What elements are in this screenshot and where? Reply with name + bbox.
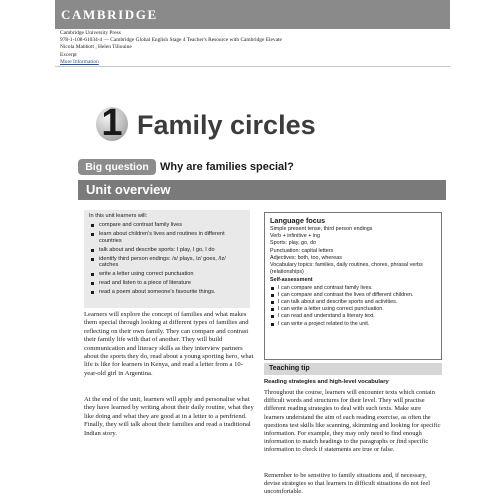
list-item: identify third person endings: /s/ plays, /z/ goes, /Iz/ catches bbox=[89, 256, 245, 270]
language-focus-line: Sports: play, go, do bbox=[270, 240, 317, 247]
list-item: I can talk about and describe sports and activities. bbox=[270, 299, 436, 306]
list-item: I can write a letter using correct punctuation. bbox=[270, 306, 436, 313]
big-question-label: Big question bbox=[78, 159, 156, 175]
unit-overview-title: Unit overview bbox=[86, 182, 171, 197]
list-item: write a letter using correct punctuation bbox=[89, 271, 245, 278]
list-item: talk about and describe sports: I play, I go, I do bbox=[89, 247, 245, 254]
learners-intro: In this unit learners will: bbox=[89, 213, 148, 219]
teaching-tip-title: Teaching tip bbox=[269, 365, 310, 372]
objectives-list bbox=[89, 222, 245, 296]
list-item: learn about children's lives and routines in different countries bbox=[89, 231, 245, 245]
publisher-line: 978-1-108-61034-4 — Cambridge Global English Stage 4 Teacher's Resource with Cambridge Elevate bbox=[60, 37, 282, 44]
list-item: I can compare and contrast the lives of different children. bbox=[270, 292, 436, 299]
language-focus-box bbox=[264, 212, 442, 360]
body-paragraph: Learners will explore the concept of families and what makes them special through looking at different types of families and reflecting on their own family. They can compare and contrast their family life with that of another. They will build communication and literacy skills as they interview partners about the sports they do, read about a young sporting hero, what life is like for learners in Kenya, and read a letter from a 10-year-old girl in Argentina. bbox=[84, 311, 254, 377]
publisher-line: Cambridge University Press bbox=[60, 30, 121, 36]
list-item: I can read and understand a literary text. bbox=[270, 313, 436, 320]
language-focus-title: Language focus bbox=[270, 216, 326, 225]
list-item: read a poem about someone's favourite things. bbox=[89, 289, 245, 296]
self-assessment-title: Self-assessment bbox=[270, 277, 313, 284]
header-divider bbox=[55, 66, 450, 67]
learners-objectives-box bbox=[84, 210, 250, 308]
unit-title: Family circles bbox=[137, 110, 316, 140]
language-focus-line: Simple present tense, third person endings bbox=[270, 226, 373, 232]
language-focus-line: Verb + infinitive + ing bbox=[270, 233, 321, 240]
language-focus-line: Adjectives: both, too, whereas bbox=[270, 254, 342, 261]
more-information-link[interactable]: More Information bbox=[60, 58, 99, 65]
teaching-tip-subtitle: Reading strategies and high-level vocabulary bbox=[264, 379, 389, 385]
teaching-tip-bar bbox=[264, 363, 442, 375]
language-focus-line: Punctuation: capital letters bbox=[270, 247, 334, 254]
brand-bar bbox=[55, 0, 450, 29]
brand-logo: CAMBRIDGE bbox=[61, 7, 158, 22]
list-item: I can compare and contrast family lives. bbox=[270, 285, 436, 292]
list-item: I can write a project related to the unit. bbox=[270, 321, 436, 328]
unit-number: 1 bbox=[101, 102, 123, 144]
unit-overview-bar bbox=[78, 180, 446, 200]
self-assessment-list bbox=[270, 285, 436, 328]
publisher-info bbox=[60, 30, 282, 66]
big-question-text: Why are families special? bbox=[160, 161, 294, 173]
publisher-line: Excerpt bbox=[60, 51, 77, 58]
teaching-tip-paragraph: Remember to be sensitive to family situations and, if necessary, devise strategies so that learners in difficult situations do not feel uncomfortable. bbox=[264, 472, 430, 496]
language-focus-line: Vocabulary topics: families, daily routines, chores, phrasal verbs (relationships) bbox=[270, 262, 423, 276]
list-item: read and listen to a piece of literature bbox=[89, 280, 245, 287]
publisher-line: Nicola Mabbott , Helen Tiliouine bbox=[60, 44, 132, 51]
list-item: compare and contrast family lives bbox=[89, 222, 245, 229]
body-paragraph: At the end of the unit, learners will apply and personalise what they have learned by writing about their daily routine, what they like doing and what they are good at in a letter to a penfriend. Finally, they will talk about their families and read a traditional Indian story. bbox=[84, 396, 254, 437]
teaching-tip-paragraph: Throughout the course, learners will encounter texts which contain difficult words and structures for their level. They will practise different reading strategies to deal with such texts. Make sure learners understand the aim of each reading exercise, as often the questions test skills like scanning, skimming and looking for specific information. For example, they may only need to find enough information to match headings to the paragraphs or find specific information to check if statements are true or false. bbox=[264, 389, 441, 454]
